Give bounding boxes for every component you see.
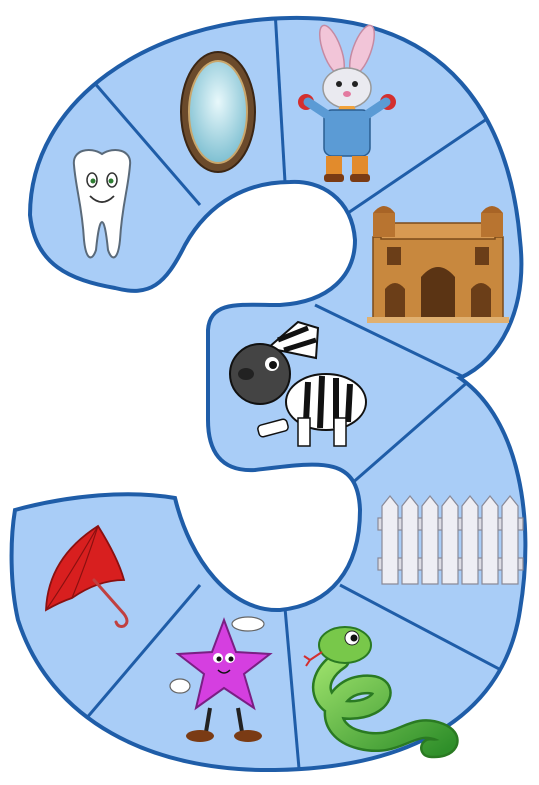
mirror-icon[interactable]: [181, 52, 255, 172]
palace-icon[interactable]: [367, 206, 509, 323]
